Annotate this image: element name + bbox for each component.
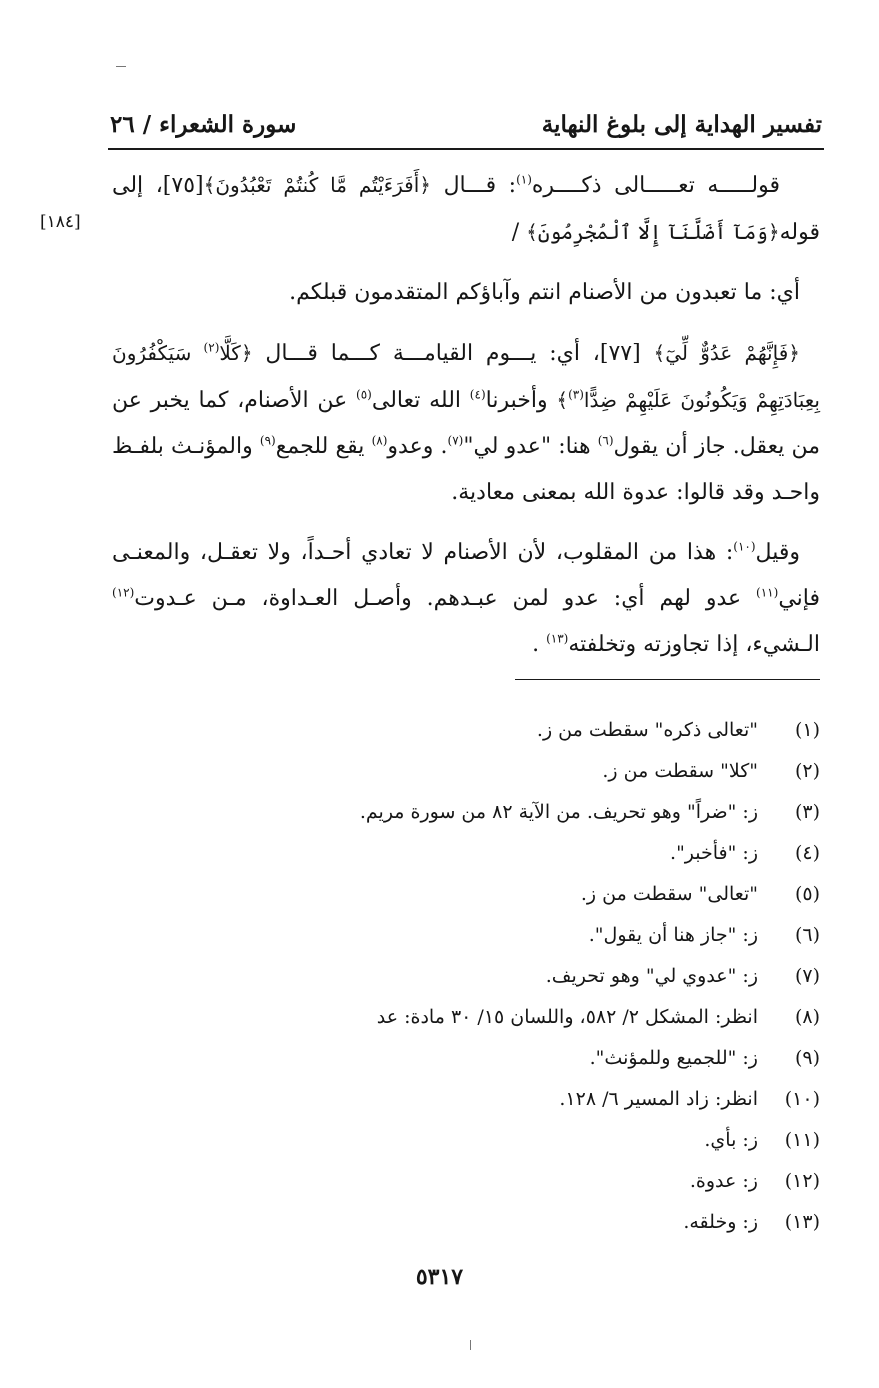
quran-verse: ﴾ [556, 388, 569, 412]
footnote-text: انظر: المشكل ٢/ ٥٨٢، واللسان ١٥/ ٣٠ مادة: عد [376, 1006, 758, 1028]
footnote-item [300, 710, 820, 751]
footnote-text: ز: وخلقه. [683, 1211, 758, 1233]
footnote-item [300, 874, 820, 915]
footnote-marker: (١١) [756, 585, 779, 600]
footnote-text: "تعالى ذكره" سقطت من ز. [536, 719, 758, 741]
scan-speck [116, 66, 126, 67]
manuscript-folio-ref: [١٨٤] [40, 212, 81, 232]
text-run: [٧٥]، إلى قوله [112, 173, 820, 245]
footnote-number: (١) [794, 719, 820, 741]
surah-reference: سورة الشعراء / ٢٦ [110, 110, 297, 138]
footnote-marker: (١٣) [546, 631, 569, 646]
quran-verse: ﴿كَلَّا [219, 341, 253, 365]
footnote-number: (١٣) [784, 1211, 820, 1233]
quran-verse: ﴿وَمَآ أَضَلَّنَآ إِلَّا ٱلْمُجْرِمُونَ﴾ [526, 220, 780, 244]
footnote-number: (١٠) [784, 1088, 820, 1110]
footnote-item [300, 751, 820, 792]
footnote-marker: (٧) [447, 433, 464, 448]
footnote-number: (٨) [794, 1006, 820, 1028]
footnote-marker: (١) [516, 172, 532, 187]
text-run: [٧٧]، أي: يـــوم القيامـــة كـــما قـــال [252, 341, 654, 366]
footnote-marker: (١٢) [112, 585, 135, 600]
footnote-marker: (٩) [259, 433, 276, 448]
footnote-item [300, 792, 820, 833]
footnote-divider [515, 679, 820, 680]
footnote-number: (٩) [794, 1047, 820, 1069]
footnote-item [300, 1038, 820, 1079]
footnote-item [300, 833, 820, 874]
footnote-item [300, 956, 820, 997]
footnote-text: ز: "للجميع وللمؤنث". [589, 1047, 758, 1069]
footnote-text: ز: "فأخبر". [670, 842, 758, 864]
footnote-number: (٣) [794, 801, 820, 823]
footnote-number: (٥) [794, 883, 820, 905]
footnote-number: (١١) [784, 1129, 820, 1151]
text-run: : قـــال [431, 173, 517, 198]
text-run: الـشيء، إذا تجاوزته وتخلفته [568, 632, 820, 657]
book-title: تفسير الهداية إلى بلوغ النهاية [541, 110, 822, 138]
footnote-marker: (٣) [568, 387, 584, 402]
footnote-item [300, 915, 820, 956]
footnote-text: "كلا" سقطت من ز. [602, 760, 758, 782]
text-run: / [511, 220, 527, 245]
footnote-marker: (٢) [203, 340, 220, 355]
footnote-text: ز: "عدوي لي" وهو تحريف. [545, 965, 758, 987]
text-run: هنا: "عدو لي" [463, 434, 598, 459]
footnote-number: (٧) [794, 965, 820, 987]
main-text [112, 162, 820, 682]
text-run: والمؤنـث بلفـظ واحـد وقد قالوا: عدوة الله بمعنى معادية. [112, 434, 820, 505]
footnote-text: ز: بأي. [704, 1129, 758, 1151]
text-run: وقيل [755, 540, 800, 565]
text-run: عن الأصنام، كما يخبر عن من يعقل. جاز أن يقول [112, 388, 821, 459]
footnote-number: (٢) [794, 760, 820, 782]
footnote-text: ز: عدوة. [689, 1170, 758, 1192]
running-header [110, 104, 822, 144]
footnote-text: ز: "جاز هنا أن يقول". [588, 924, 758, 946]
text-run: . [532, 632, 547, 657]
footnote-marker: (٨) [371, 433, 388, 448]
footnote-marker: (١٠) [733, 539, 756, 554]
footnote-number: (٤) [794, 842, 820, 864]
text-run: : هذا من المقلوب، لأن الأصنام لا تعادي أحـداً، ولا تعقـل، والمعنـى فإني [112, 540, 820, 611]
quran-verse: ﴿فَإِنَّهُمْ عَدُوٌّ لِّيٓ﴾ [653, 341, 800, 365]
text-run: يقع للجمع [275, 434, 372, 459]
paragraph-2: أي: ما تعبدون من الأصنام انتم وآباؤكم المتقدمون قبلكم. [289, 280, 800, 305]
text-run: وأخبرنا [485, 388, 557, 413]
quran-verse: سَيَكْفُرُونَ بِعِبَادَتِهِمْ وَيَكُونُونَ عَلَيْهِمْ ضِدًّا [112, 341, 821, 412]
header-divider [108, 148, 824, 150]
paragraph-4 [112, 530, 820, 668]
footnote-number: (١٢) [784, 1170, 820, 1192]
footnote-item [300, 1079, 820, 1120]
footnote-marker: (٥) [356, 387, 372, 402]
page-number: ٥٣١٧ [415, 1264, 464, 1290]
footnote-item [300, 997, 820, 1038]
text-run: قولـــــه تعـــــالى ذكــــره [531, 173, 780, 198]
footnote-item [300, 1202, 820, 1243]
paragraph-1 [112, 162, 820, 256]
footnote-text: انظر: زاد المسير ٦/ ١٢٨. [559, 1088, 758, 1110]
footnote-marker: (٤) [469, 387, 486, 402]
paragraph-3 [112, 330, 820, 516]
footnote-item [300, 1120, 820, 1161]
footnote-text: ز: "ضراً" وهو تحريف. من الآية ٨٢ من سورة مريم. [359, 801, 758, 823]
footnote-text: "تعالى" سقطت من ز. [580, 883, 758, 905]
quran-verse: ﴿أَفَرَءَيْتُم مَّا كُنتُمْ تَعْبُدُونَ﴾ [203, 173, 432, 197]
footnotes-list [300, 710, 820, 1243]
text-run: . وعدو [387, 434, 448, 459]
scan-speck [470, 1340, 471, 1350]
footnote-number: (٦) [794, 924, 820, 946]
text-run: الله تعالى [371, 388, 470, 413]
footnote-item [300, 1161, 820, 1202]
footnote-marker: (٦) [597, 433, 614, 448]
text-run: عدو لهم أي: عدو لمن عبـدهم. وأصـل العـداوة، مـن عـدوت [134, 586, 757, 611]
